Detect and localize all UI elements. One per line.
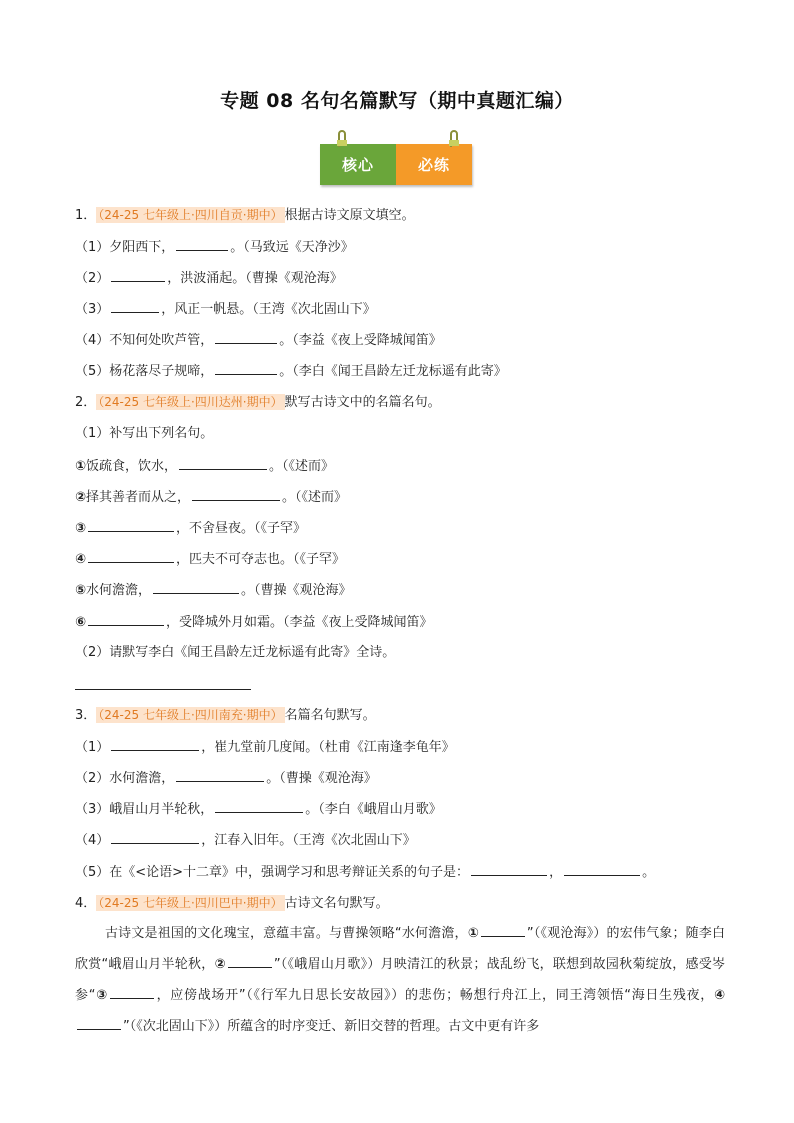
q1-item-4: （4）不知何处吹芦管， 。（李益《夜上受降城闻笛》 <box>75 330 442 350</box>
q2-item-1: ①饭疏食，饮水， 。（《述而》 <box>75 456 334 476</box>
answer-blank[interactable] <box>111 268 165 282</box>
section-banner <box>320 144 472 185</box>
answer-blank[interactable] <box>228 954 272 968</box>
q3-item-4: （4） ，江春入旧年。（王湾《次北固山下》 <box>75 830 416 850</box>
q3-item-3: （3）峨眉山月半轮秋， 。（李白《峨眉山月歌》 <box>75 799 442 819</box>
q3-item-1: （1） ，崔九堂前几度闻。（杜甫《江南逢李龟年》 <box>75 737 455 757</box>
source-tag: （24-25 七年级上·四川南充·期中） <box>98 708 283 722</box>
answer-blank[interactable] <box>110 985 154 999</box>
q1-item-1: （1）夕阳西下， 。（马致远《天净沙》 <box>75 237 354 257</box>
q3-item-5: （5）在《<论语>十二章》中，强调学习和思考辩证关系的句子是： ， 。 <box>75 862 655 882</box>
answer-blank[interactable] <box>111 299 159 313</box>
banner-practice-label: 必练 <box>396 144 472 185</box>
question-prompt: 古诗文名句默写。 <box>284 896 389 911</box>
answer-blank[interactable] <box>481 923 525 937</box>
source-tag: （24-25 七年级上·四川巴中·期中） <box>98 896 283 910</box>
question-2-header <box>75 393 441 412</box>
question-number: 2． <box>75 395 97 410</box>
source-tag: （24-25 七年级上·四川自贡·期中） <box>98 208 283 222</box>
answer-blank[interactable] <box>471 862 547 876</box>
answer-blank[interactable] <box>215 799 303 813</box>
answer-blank[interactable] <box>153 580 239 594</box>
paper-clip-icon <box>448 130 460 148</box>
q2-item-2: ②择其善者而从之， 。（《述而》 <box>75 487 347 507</box>
banner-core-label: 核心 <box>320 144 396 185</box>
q2-item-4: ④ ，匹夫不可夺志也。（《子罕》 <box>75 549 345 569</box>
answer-blank[interactable] <box>215 361 277 375</box>
question-number: 1． <box>75 208 97 223</box>
question-prompt: 根据古诗文原文填空。 <box>284 208 415 223</box>
q1-item-2: （2） ，洪波涌起。（曹操《观沧海》 <box>75 268 343 288</box>
q2-subquestion-1: （1）补写出下列名句。 <box>75 426 214 441</box>
q2-subquestion-2: （2）请默写李白《闻王昌龄左迁龙标遥有此寄》全诗。 <box>75 645 396 660</box>
answer-blank[interactable] <box>111 737 199 751</box>
question-prompt: 名篇名句默写。 <box>284 708 376 723</box>
answer-blank[interactable] <box>111 830 199 844</box>
question-number: 4． <box>75 896 97 911</box>
answer-blank[interactable] <box>88 612 164 626</box>
page-title: 专题 08 名句名篇默写（期中真题汇编） <box>220 90 574 112</box>
answer-blank[interactable] <box>192 487 280 501</box>
question-prompt: 默写古诗文中的名篇名句。 <box>284 395 441 410</box>
answer-line[interactable] <box>75 689 251 690</box>
q1-item-5: （5）杨花落尽子规啼， 。（李白《闻王昌龄左迁龙标遥有此寄》 <box>75 361 507 381</box>
answer-blank[interactable] <box>77 1016 121 1030</box>
question-3-header <box>75 706 376 725</box>
q2-item-6: ⑥ ，受降城外月如霜。（李益《夜上受降城闻笛》 <box>75 612 433 632</box>
answer-blank[interactable] <box>179 456 267 470</box>
question-number: 3． <box>75 708 97 723</box>
question-1-header <box>75 206 415 225</box>
q4-passage: 古诗文是祖国的文化瑰宝，意蕴丰富。与曹操领略“水何澹澹，① ”（《观沧海》）的宏伟气象；随李白欣赏“峨眉山月半轮秋，② ”（《峨眉山月歌》）月映清江的秋景；战乱纷飞，联想到故园秋菊绽放，感受岑参“③ ，应傍战场开”（《行军九日思长安故园》）的悲伤；畅想行舟江上，同王湾领悟“海日生残夜，④”（《次北固山下》）所蕴含的时序变迁、新旧交替的哲理。古文中更有许多 <box>75 918 725 1042</box>
answer-blank[interactable] <box>88 518 174 532</box>
paper-clip-icon <box>336 130 348 148</box>
answer-blank[interactable] <box>176 768 264 782</box>
question-4-header <box>75 894 389 913</box>
q1-item-3: （3） ，风正一帆悬。（王湾《次北固山下》 <box>75 299 376 319</box>
answer-blank[interactable] <box>215 330 277 344</box>
source-tag: （24-25 七年级上·四川达州·期中） <box>98 395 283 409</box>
q2-item-5: ⑤水何澹澹， 。（曹操《观沧海》 <box>75 580 352 600</box>
answer-blank[interactable] <box>176 237 228 251</box>
answer-blank[interactable] <box>564 862 640 876</box>
answer-blank[interactable] <box>88 549 174 563</box>
q2-item-3: ③ ，不舍昼夜。（《子罕》 <box>75 518 306 538</box>
q3-item-2: （2）水何澹澹， 。（曹操《观沧海》 <box>75 768 377 788</box>
